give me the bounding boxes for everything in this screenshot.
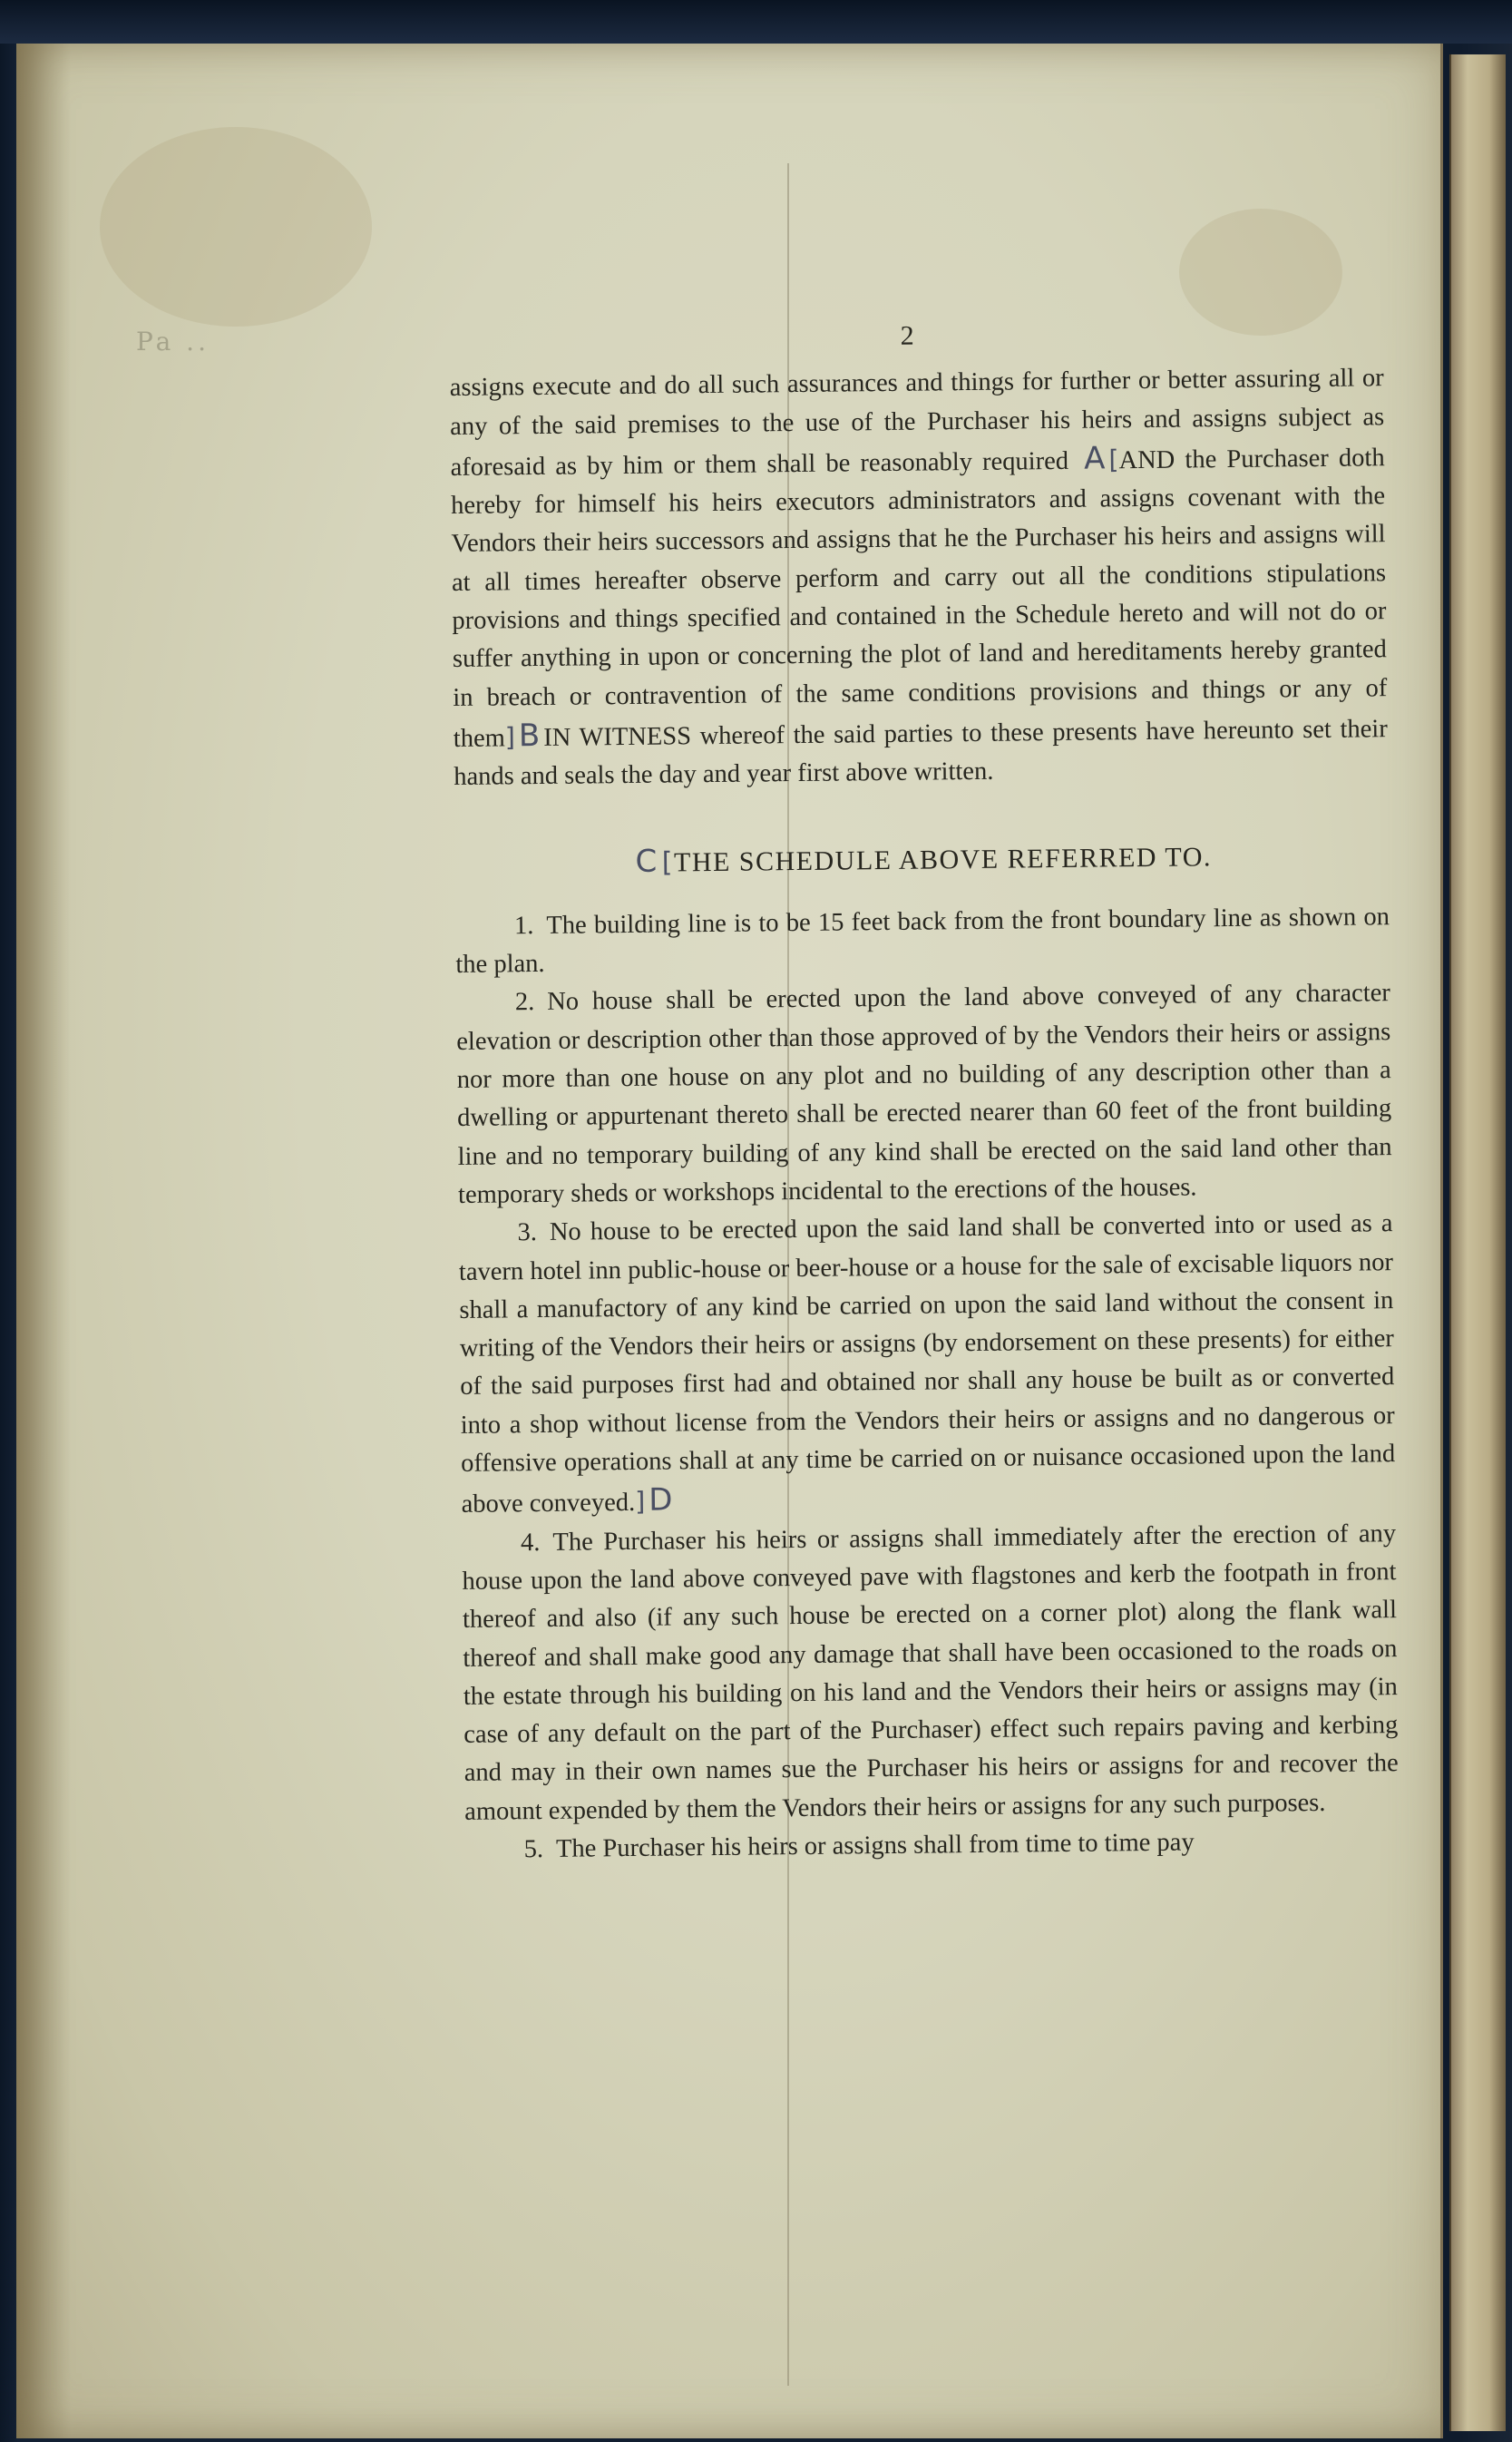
clause-text: No house shall be erected upon the land above conveyed of any character elevation or description other than those approved of by the Vendors their heirs or assigns nor more than one house on any plot and no building of any description other than a dwelling or appurtenant thereto shall be erected nearer than 60 feet of the front building line and no temporary building of any kind shall be erected on the said land other than temporary sheds or workshops incidental to the erections of the houses. (456, 979, 1392, 1209)
handwritten-mark-c: C (635, 843, 658, 880)
clause-text: The Purchaser his heirs or assigns shall immediately after the erection of any house upon the land above conveyed pave with flagstones and kerb the footpath in front thereof and also (if any such house be erected on a corner plot) along the flank wall thereof and shall make good any damage that shall have been occasioned to the roads on the estate through his building on his land and the Vendors their heirs or assigns may (in case of any default on the part of the Purchaser) effect such repairs paving and kerbing and may in their own names sue the Purchaser his heirs or assigns for and recover the amount expended by them the Vendors their heirs or assigns for any such purposes. (462, 1519, 1399, 1826)
schedule-heading-line (454, 835, 1389, 884)
adjacent-page-edge (1449, 54, 1506, 2431)
handwritten-mark-d: D (649, 1481, 673, 1519)
clause-number: 5. (523, 1834, 544, 1864)
page-left-edge-shadow (16, 44, 71, 2438)
clause-text: The Purchaser his heirs or assigns shall from time to time pay (555, 1828, 1195, 1863)
opening-text-part3: IN WITNESS whereof the said parties to these presents have hereunto set their hands and seals the day and year first above written. (454, 715, 1388, 792)
book-spine-top (0, 0, 1512, 44)
schedule-clause-3 (458, 1205, 1396, 1524)
clause-number: 1. (513, 911, 534, 941)
handwritten-mark-a: A (1083, 440, 1106, 477)
schedule-clause-2 (456, 975, 1393, 1216)
margin-ghost-text: Pa .. (136, 327, 210, 357)
annotation-bracket-a-open: [ (1108, 444, 1119, 475)
document-text-block (449, 312, 1400, 1870)
opening-paragraph (450, 360, 1389, 797)
schedule-clause-1 (455, 898, 1390, 984)
schedule-heading: THE SCHEDULE ABOVE REFERRED TO. (673, 841, 1213, 877)
clause-number: 3. (517, 1218, 538, 1247)
page-number: 2 (900, 320, 914, 351)
clause-number: 2. (514, 988, 535, 1017)
clause-number: 4. (520, 1528, 541, 1557)
annotation-bracket-a (1068, 445, 1080, 475)
annotation-bracket-c: [ (661, 845, 675, 879)
paper-stain (100, 127, 372, 327)
schedule-clause-4 (462, 1515, 1399, 1832)
clause-text: No house to be erected upon the said land shall be converted into or used as a tavern hotel inn public-house or beer-house or a house for the sale of excisable liquors nor shall a manufactory of any kind be carried on upon the said land without the consent in writing of the Vendors their heirs or assigns (by endorsement on these presents) for either of the said purposes first had and obtained nor shall any house be built as or converted into a shop without license from the Vendors their heirs or assigns and no dangerous or offensive operations shall at any time be carried on or nuisance occasioned upon the land above conveyed. (458, 1209, 1396, 1519)
annotation-bracket-d: ] (634, 1487, 646, 1518)
clause-text: The building line is to be 15 feet back from the front boundary line as shown on the plan. (455, 903, 1390, 980)
opening-text-part1: assigns execute and do all such assurances and things for further or better assuring all or any of the said premises to the use of the Purchaser his heirs and assigns subject as aforesaid as by him or them shall be reasonably required (449, 364, 1385, 482)
opening-text-part2: AND the Purchaser doth hereby for himself his heirs executors administrators and assigns covenant with the Vendors their heirs successors and assigns that he the Purchaser his heirs and assigns will at all times hereafter observe perform and carry out all the conditions stipulations provisions and things specified and contained in the Schedule hereto and will not do or suffer anything in upon or concerning the plot of land and hereditaments hereby granted in breach or contravention of the same conditions provisions and things or any of them (450, 444, 1388, 753)
handwritten-mark-b: B (518, 717, 541, 755)
annotation-bracket-b: ] (504, 722, 516, 753)
